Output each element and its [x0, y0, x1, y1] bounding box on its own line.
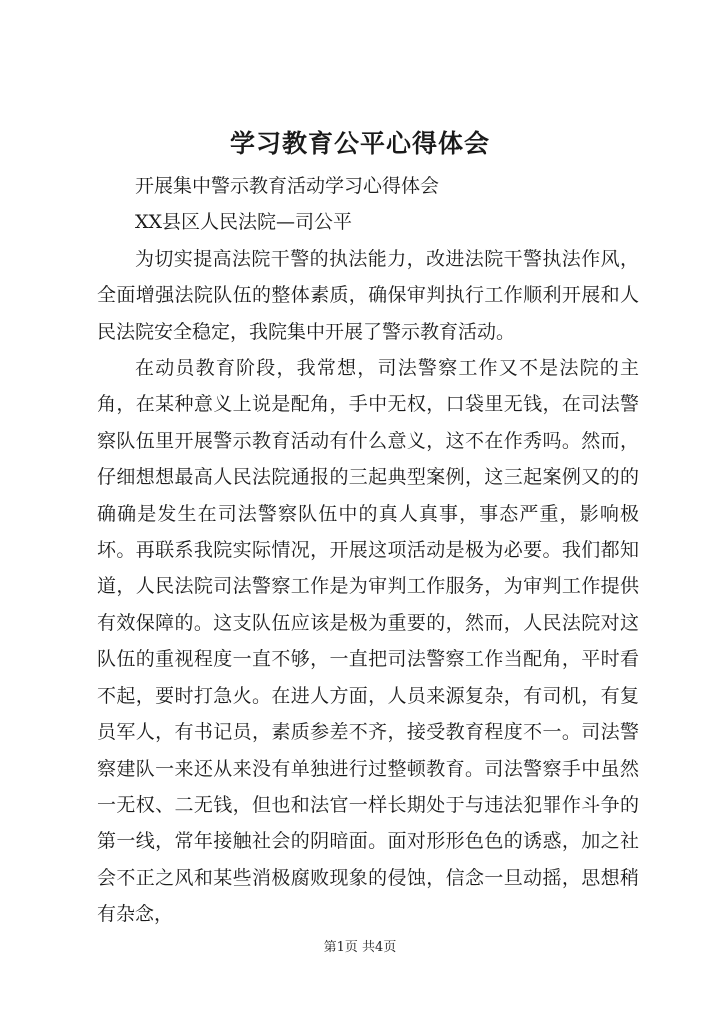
document-body: [97, 168, 639, 933]
body-paragraph-2: 在动员教育阶段，我常想，司法警察工作又不是法院的主角，在某种意义上说是配角，手中无权，口袋里无钱，在司法警察队伍里开展警示教育活动有什么意义，这不在作秀吗。然而，仔细想想最高人民法院通报的三起典型案例，这三起案例又的的确确是发生在司法警察队伍中的真人真事，事态严重，影响极坏。再联系我院实际情况，开展这项活动是极为必要。我们都知道，人民法院司法警察工作是为审判工作服务，为审判工作提供有效保障的。这支队伍应该是极为重要的，然而，人民法院对这队伍的重视程度一直不够，一直把司法警察工作当配角，平时看不起，要时打急火。在进人方面，人员来源复杂，有司机，有复员军人，有书记员，素质参差不齐，接受教育程度不一。司法警察建队一来还从来没有单独进行过整顿教育。司法警察手中虽然一无权、二无钱，但也和法官一样长期处于与违法犯罪作斗争的第一线，常年接触社会的阴暗面。面对形形色色的诱惑，加之社会不正之风和某些消极腐败现象的侵蚀，信念一旦动摇，思想稍有杂念，: [97, 357, 639, 926]
page-number-footer: 第1页 共4页: [323, 940, 397, 955]
document-title: 学习教育公平心得体会: [229, 129, 490, 158]
document-subtitle: 开展集中警示教育活动学习心得体会: [135, 175, 440, 197]
body-paragraph-1: 为切实提高法院干警的执法能力，改进法院干警执法作风，全面增强法院队伍的整体素质，确保审判执行工作顺利开展和人民法院安全稳定，我院集中开展了警示教育活动。: [97, 247, 639, 343]
author-line: XX县区人民法院—司公平: [135, 211, 353, 234]
